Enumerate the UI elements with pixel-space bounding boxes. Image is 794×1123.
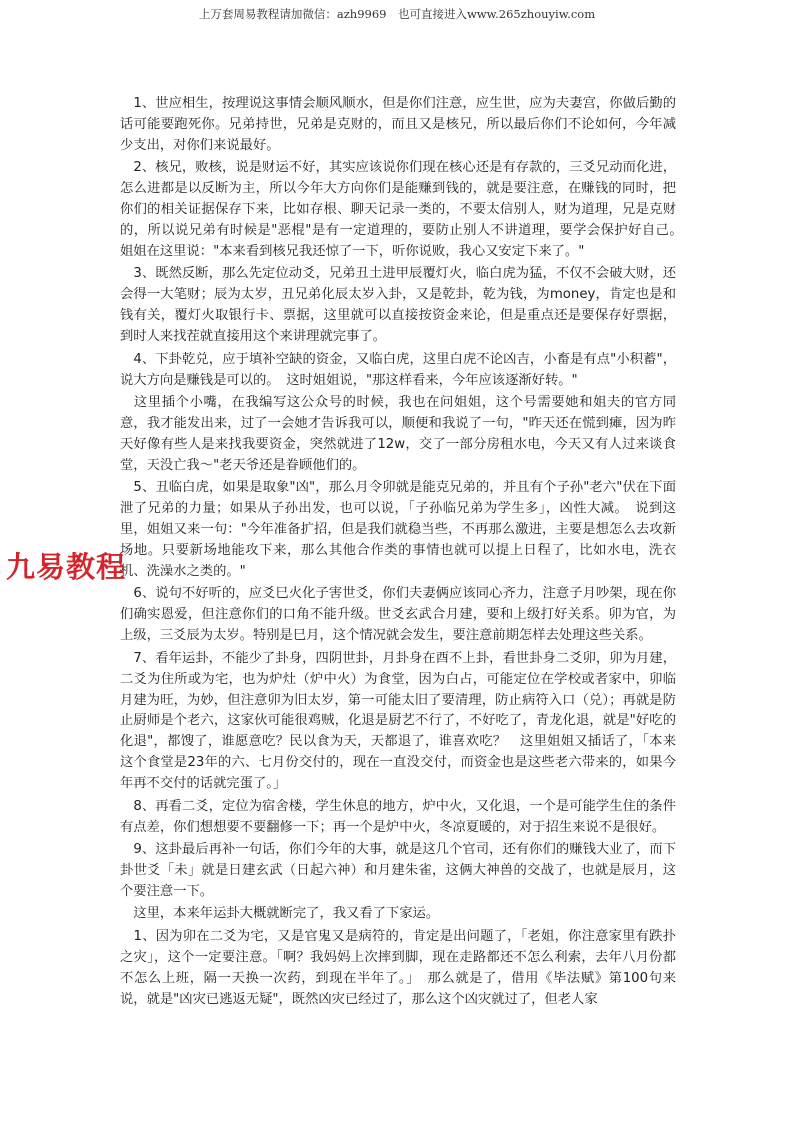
paragraph-3: 3、既然反断，那么先定位动爻，兄弟丑土进甲辰覆灯火，临白虎为猛，不仅不会破大财，还会得一大笔财；辰为太岁，丑兄弟化辰太岁入卦，又是乾卦，乾为钱，为money，肯定也是和钱有关，覆灯火取银行卡、票据，这里就可以直接按资金来论，但是重点还是要保存好票据，到时人来找茬就直接用这个来讲理就完事了。: [120, 266, 676, 345]
paragraph-7: 7、看年运卦，不能少了卦身，四阴世卦，月卦身在酉不上卦，看世卦身二爻卯，卯为月建，二爻为住所或为宅，也为炉灶（炉中火）为食堂，因为白占，可能定位在学校或者家中，卯临月建为旺，为妙，但注意卯为旧太岁，第一可能太旧了要清理，防止病符入口（兑）；再就是防止厨师是个老六，这家伙可能很鸡贼，化退是厨艺不行了，不好吃了，青龙化退，就是"好吃的化退"，都馊了，谁愿意吃？民以食为天，天都退了，谁喜欢吃？ 这里姐姐又插话了，「本来这个食堂是23年的六、七月份交付的，现在一直没交付，而资金也是这些老六带来的，如果今年再不交付的话就完蛋了。」: [120, 650, 676, 792]
paragraph-8: 8、再看二爻，定位为宿舍楼，学生休息的地方，炉中火，又化退，一个是可能学生住的条件有点差，你们想想要不要翻修一下；再一个是炉中火，冬凉夏暖的，对于招生来说不是很好。: [120, 798, 676, 835]
paragraph-1: 1、世应相生，按理说这事情会顺风顺水，但是你们注意，应生世，应为夫妻宫，你做后勤的话可能要跑死你。兄弟持世，兄弟是克财的，而且又是核兄，所以最后你们不论如何，今年减少支出，对你们来说最好。: [120, 96, 676, 153]
paragraph-4: 4、下卦乾兑，应于填补空缺的资金，又临白虎，这里白虎不论凶吉，小畜是有点"小积蓄"，说大方向是赚钱是可以的。 这时姐姐说，"那这样看来，今年应该逐渐好转。": [120, 351, 676, 388]
paragraph-home-1: 1、因为卯在二爻为宅，又是官鬼又是病符的，肯定是出问题了，「老姐，你注意家里有跌扑之灾」，这个一定要注意。「啊？我妈妈上次摔到脚，现在走路都还不怎么利索，去年八月份都不怎么上班，隔一天换一次药，到现在半年了。」 那么就是了，借用《毕法赋》第100句来说，就是"凶灾已逃返无疑"，既然凶灾已经过了，那么这个凶灾就过了，但老人家: [120, 928, 676, 1007]
paragraph-2: 2、核兄，败核，说是财运不好，其实应该说你们现在核心还是有存款的，三爻兄动而化进，怎么进都是以反断为主，所以今年大方向你们是能赚到钱的，就是要注意，在赚钱的同时，把你们的相关证据保存下来，比如存根、聊天记录一类的，不要太信别人，财为道理，兄是克财的，所以说兄弟有时候是"恶棍"是有一定道理的，要防止别人不讲道理，要学会保护好自己。 姐姐在这里说："本来看到核兄我还惊了一下，听你说败，我心又安定下来了。": [120, 160, 690, 259]
watermark-logo: 九易教程: [6, 550, 127, 584]
paragraph-9: 9、这卦最后再补一句话，你们今年的大事，就是这几个官司，还有你们的赚钱大业了，而下卦世爻「未」就是日建玄武（日起六神）和月建朱雀，这俩大神兽的交战了，也就是辰月，这个要注意一下。: [120, 842, 676, 899]
paragraph-aside: 这里插个小嘴，在我编写这公众号的时候，我也在问姐姐，这个号需要她和姐夫的官方同意，我才能发出来，过了一会她才告诉我可以，顺便和我说了一句，"昨天还在慌到瘫，因为昨天好像有些人是来找我要资金，突然就进了12w，交了一部分房租水电，今天又有人过来谈食堂，天没亡我～"老天爷还是眷顾他们的。: [120, 395, 676, 473]
page-header: 上万套周易教程请加微信：azh9969 也可直接进入www.265zhouyiw.com: [198, 7, 596, 21]
paragraph-6: 6、说句不好听的，应爻巳火化子害世爻，你们夫妻俩应该同心齐力，注意子月吵架，现在你们确实恩爱，但注意你们的口角不能升级。世爻玄武合月建，要和上级打好关系。卯为官，为上级，三爻辰为太岁。特别是巳月，这个情况就会发生，要注意前期怎样去处理这些关系。: [120, 586, 676, 644]
paragraph-5: 5、丑临白虎，如果是取象"凶"，那么月令卯就是能克兄弟的，并且有个子孙"老六"伏在下面泄了兄弟的力量；如果从子孙出发，也可以说，「子孙临兄弟为学生多」，凶性大减。 说到这里，姐姐又来一句："今年准备扩招，但是我们就稳当些，不再那么激进，主要是想怎么去攻新场地。只要新场地能攻下来，那么其他合作类的事情也就可以提上日程了，比如水电，洗衣机、洗澡水之类的。": [120, 480, 676, 579]
document-body: [120, 94, 690, 1012]
paragraph-transition: 这里，本来年运卦大概就断完了，我又看了下家运。: [120, 906, 440, 922]
